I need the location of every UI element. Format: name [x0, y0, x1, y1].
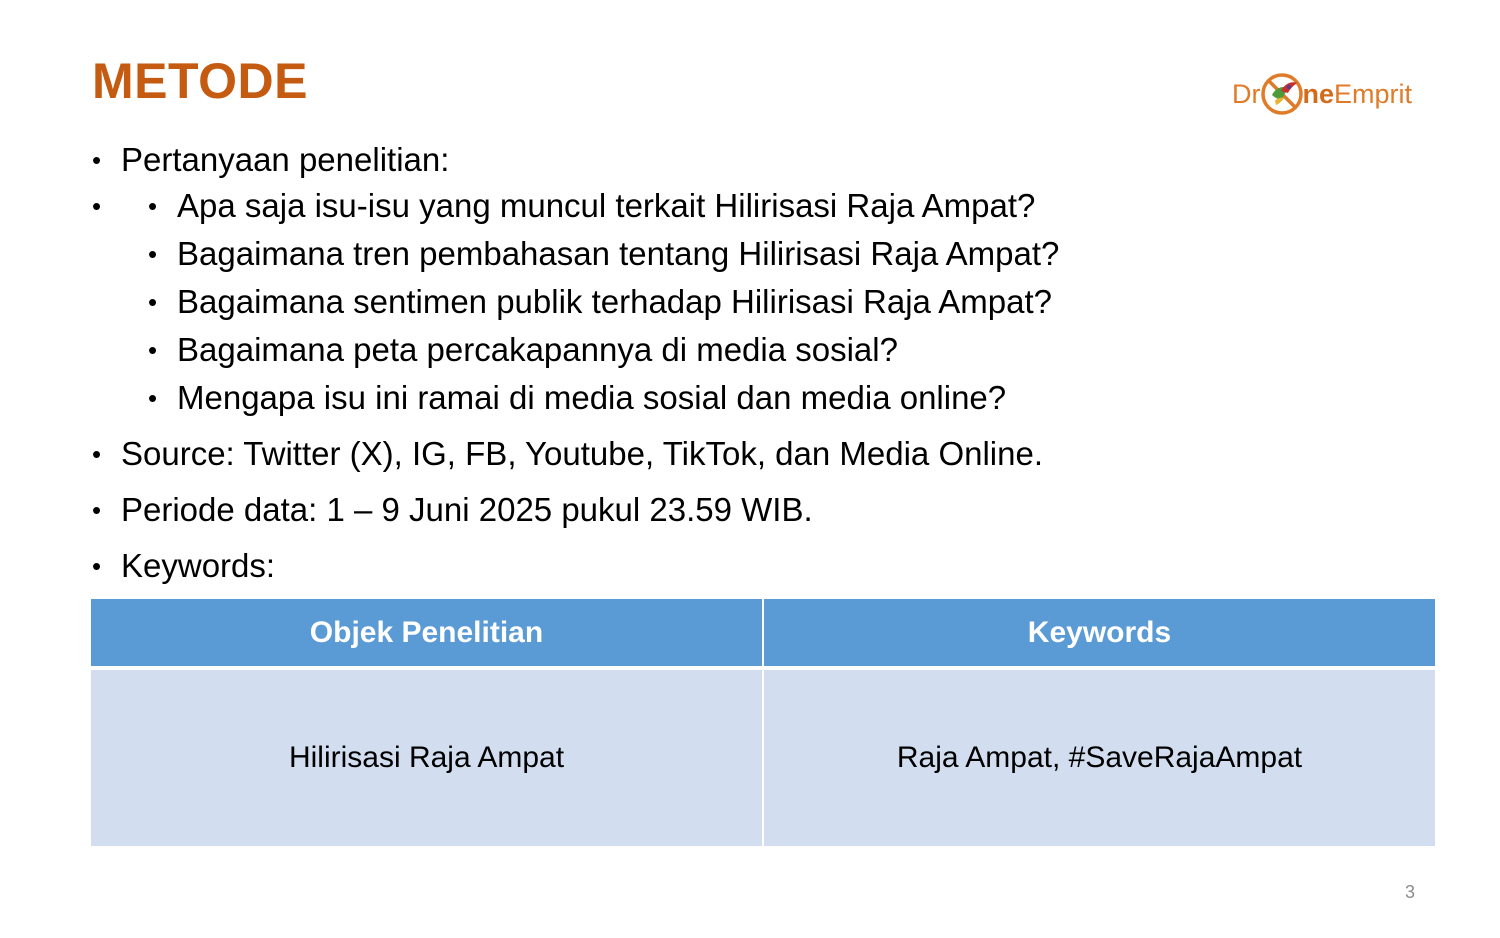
table-header-cell-keywords: Keywords: [763, 599, 1435, 668]
logo-text-part1: Dr: [1232, 78, 1261, 109]
table-cell-objek: Hilirisasi Raja Ampat: [91, 668, 763, 846]
table-header-row: [91, 599, 1435, 668]
slide-title: METODE: [92, 53, 308, 109]
question-item: • Bagaimana sentimen publik terhadap Hilirisasi Raja Ampat?: [148, 280, 1412, 328]
table-cell-keywords: Raja Ampat, #SaveRajaAmpat: [763, 668, 1435, 846]
research-question-sublist: [92, 184, 1412, 432]
question-item: • Bagaimana peta percakapannya di media sosial?: [148, 328, 1412, 376]
source-text: Source: Twitter (X), IG, FB, Youtube, TikTok, dan Media Online.: [121, 435, 1044, 472]
research-question-label: Pertanyaan penelitian:: [121, 141, 450, 178]
method-bullet-list: [92, 138, 1412, 590]
logo-text-part3: Emprit: [1334, 78, 1413, 109]
drone-target-icon: [1259, 71, 1305, 117]
question-item: • • Apa saja isu-isu yang muncul terkait Hilirisasi Raja Ampat?: [148, 184, 1412, 232]
table-row: [91, 668, 1435, 846]
table-header-cell-objek: Objek Penelitian: [91, 599, 763, 668]
period-bullet: [92, 488, 1412, 544]
source-bullet: [92, 432, 1412, 488]
logo-text-part2: ne: [1302, 78, 1335, 109]
keywords-label: Keywords:: [121, 547, 276, 584]
period-text: Periode data: 1 – 9 Juni 2025 pukul 23.59 WIB.: [121, 491, 813, 528]
keywords-table: [91, 599, 1435, 846]
question-item: • Bagaimana tren pembahasan tentang Hilirisasi Raja Ampat?: [148, 232, 1412, 280]
question-item: • Mengapa isu ini ramai di media sosial dan media online?: [148, 376, 1412, 432]
keywords-bullet: [92, 544, 1412, 590]
page-number: 3: [1405, 882, 1416, 902]
research-question-sublist-wrapper: [92, 184, 1412, 432]
research-question-bullet: [92, 138, 1412, 184]
logo-wordmark: [1232, 71, 1412, 117]
drone-emprit-logo: [1232, 66, 1442, 122]
